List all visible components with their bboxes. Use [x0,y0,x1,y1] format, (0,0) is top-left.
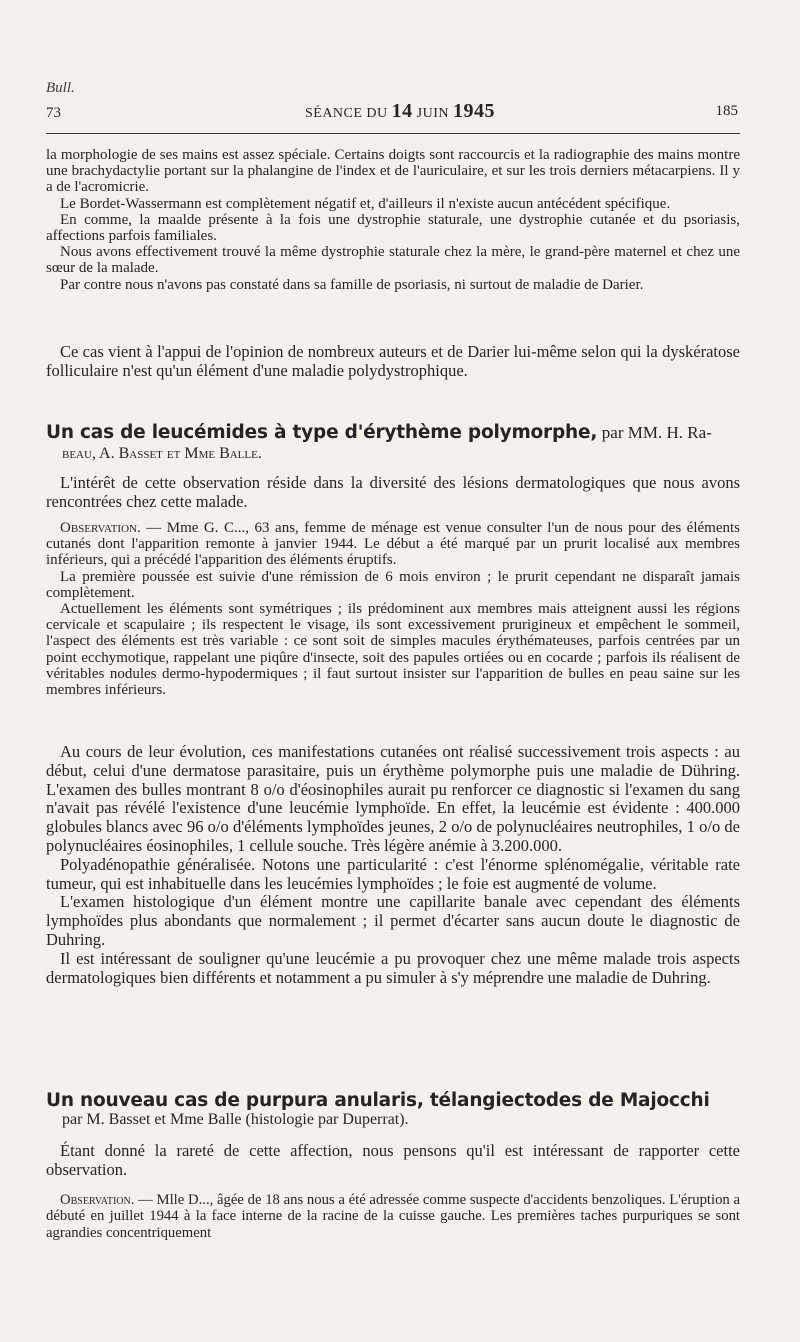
article-intro [46,1142,740,1180]
paragraph: Le Bordet-Wassermann est complètement négatif et, d'ailleurs il n'existe aucun antécédent spécifique. [60,195,671,212]
discussion-section [46,743,740,987]
paragraph: La première poussée est suivie d'une rémission de 6 mois environ ; le prurit cependant ne disparaît jamais complètement. [46,568,740,601]
running-head-month: JUIN [416,106,449,121]
page-number: 185 [715,103,738,119]
article-byline: par MM. H. Ra- [601,423,712,442]
header-rule [46,133,740,134]
article-intro [46,474,740,512]
paragraph: En comme, la maalde présente à la fois une dystrophie staturale, une dystrophie cutanée et du psoriasis, affections parfois familiales. [46,211,740,245]
observation-text: — Mme G. C..., 63 ans, femme de ménage est venue consulter l'un de nous pour des éléments cutanés dont l'apparition remonte à janvier 1944. Le début a été marqué par un prurit localisé aux membres inférieurs, qui a précédé l'apparition des éléments éruptifs. [46,520,740,569]
paragraph [46,520,740,569]
paragraph: L'intérêt de cette observation réside dans la diversité des lésions dermatologiques que nous avons rencontrées chez cette malade. [46,473,740,511]
paragraph: L'examen histologique d'un élément montre une capillarite banale avec cependant des éléments lymphoïdes plus abondants que normalement ; il permet d'écarter sans aucun doute le diagnostic de Duhring. [46,892,740,949]
paragraph: la morphologie de ses mains est assez spéciale. Certains doigts sont raccourcis et la radiographie des mains montre une brachydactylie portant sur la phalangine de l'index et de l'auriculaire, et sur les trois derniers métacarpiens. Il y a de l'acromicrie. [46,147,740,196]
paragraph: Étant donné la rareté de cette affection, nous pensons qu'il est intéressant de rapporter cette observation. [46,1141,740,1179]
paragraph: Par contre nous n'avons pas constaté dans sa famille de psoriasis, ni surtout de maladie de Darier. [60,276,644,293]
observation-label: Observation. [60,520,141,536]
paragraph [46,1192,740,1241]
running-head [0,100,800,123]
observation-text: — Mlle D..., âgée de 18 ans nous a été adressée comme suspecte d'accidents benzoliques. L'éruption a débuté en juillet 1944 à la face interne de la racine de la cuisse gauche. Les premières taches purpuriques se sont agrandies concentriquement [46,1192,741,1241]
article-authors: beau, A. Basset et Mme Balle. [62,445,262,462]
observation-label: Observation. [60,1192,135,1208]
observation-section [46,520,740,698]
previous-article-end [46,147,740,293]
running-head-day: 14 [391,100,413,122]
margin-number: 73 [46,105,61,121]
paragraph: Polyadénopathie généralisée. Notons une particularité : c'est l'énorme splénomégalie, véritable rate tumeur, qui est inhabituelle dans les leucémies lymphoïdes ; le foie est augmenté de volume. [46,854,740,893]
paragraph: Au cours de leur évolution, ces manifestations cutanées ont réalisé successivement trois aspects : au début, celui d'une dermatose parasitaire, puis un érythème polymorphe puis une maladie de Dühring. L'examen des bulles montrant 8 o/o d'éosinophiles aurait pu renforcer ce diagnostic si l'examen du sang n'avait pas révélé l'existence d'une leucémie lymphoïde. En effet, la leucémie est évidente : 400.000 globules blancs avec 96 o/o d'éléments lymphoïdes jeunes, 2 o/o de polynucléaires neutrophiles, 1 o/o de polynucléaires éosinophiles, 1 cellule souche. Très légère anémie à 3.200.000. [46,742,740,855]
paragraph: Il est intéressant de souligner qu'une leucémie a pu provoquer chez une même malade trois aspects dermatologiques bien différents et notamment a pu simuler à s'y méprendre une maladie de Duhring. [46,948,740,987]
paragraph: Ce cas vient à l'appui de l'opinion de nombreux auteurs et de Darier lui-même selon qui la dyskératose folliculaire n'est qu'un élément d'une maladie polydystrophique. [46,342,740,380]
article-title-text: Un cas de leucémides à type d'érythème polymorphe, [46,422,598,443]
article-title-text: Un nouveau cas de purpura anularis, télangiectodes de Majocchi [46,1090,710,1111]
observation-section [46,1192,740,1241]
paragraph: Actuellement les éléments sont symétriques ; ils prédominent aux membres mais atteignent aussi les régions cervicale et scapulaire ; ils respectent le visage, ils sont excessivement prurigineux et empêchent le sommeil, l'aspect des éléments est très variable : ce sont soit de simples macules érythémateuses, parfois centrées par un point ecchymotique, rappelant une piqûre d'insecte, soit des papules ortiées ou en cocarde ; parfois ils réalisent de véritables nodules dermo-hypodermiques ; il faut surtout insister sur l'apparition de bulles en peau saine sur les membres inférieurs. [46,601,740,699]
handwritten-note: Bull. [46,80,75,96]
running-head-year: 1945 [453,100,495,122]
article-authors: par M. Basset et Mme Balle (histologie par Duperrat). [62,1111,409,1128]
running-head-seance: SÉANCE DU [304,106,388,121]
paragraph: Nous avons effectivement trouvé la même dystrophie staturale chez la mère, le grand-père maternel et chez une sœur de la malade. [46,244,740,277]
article-title [46,421,746,445]
conclusion-paragraph [46,343,740,381]
